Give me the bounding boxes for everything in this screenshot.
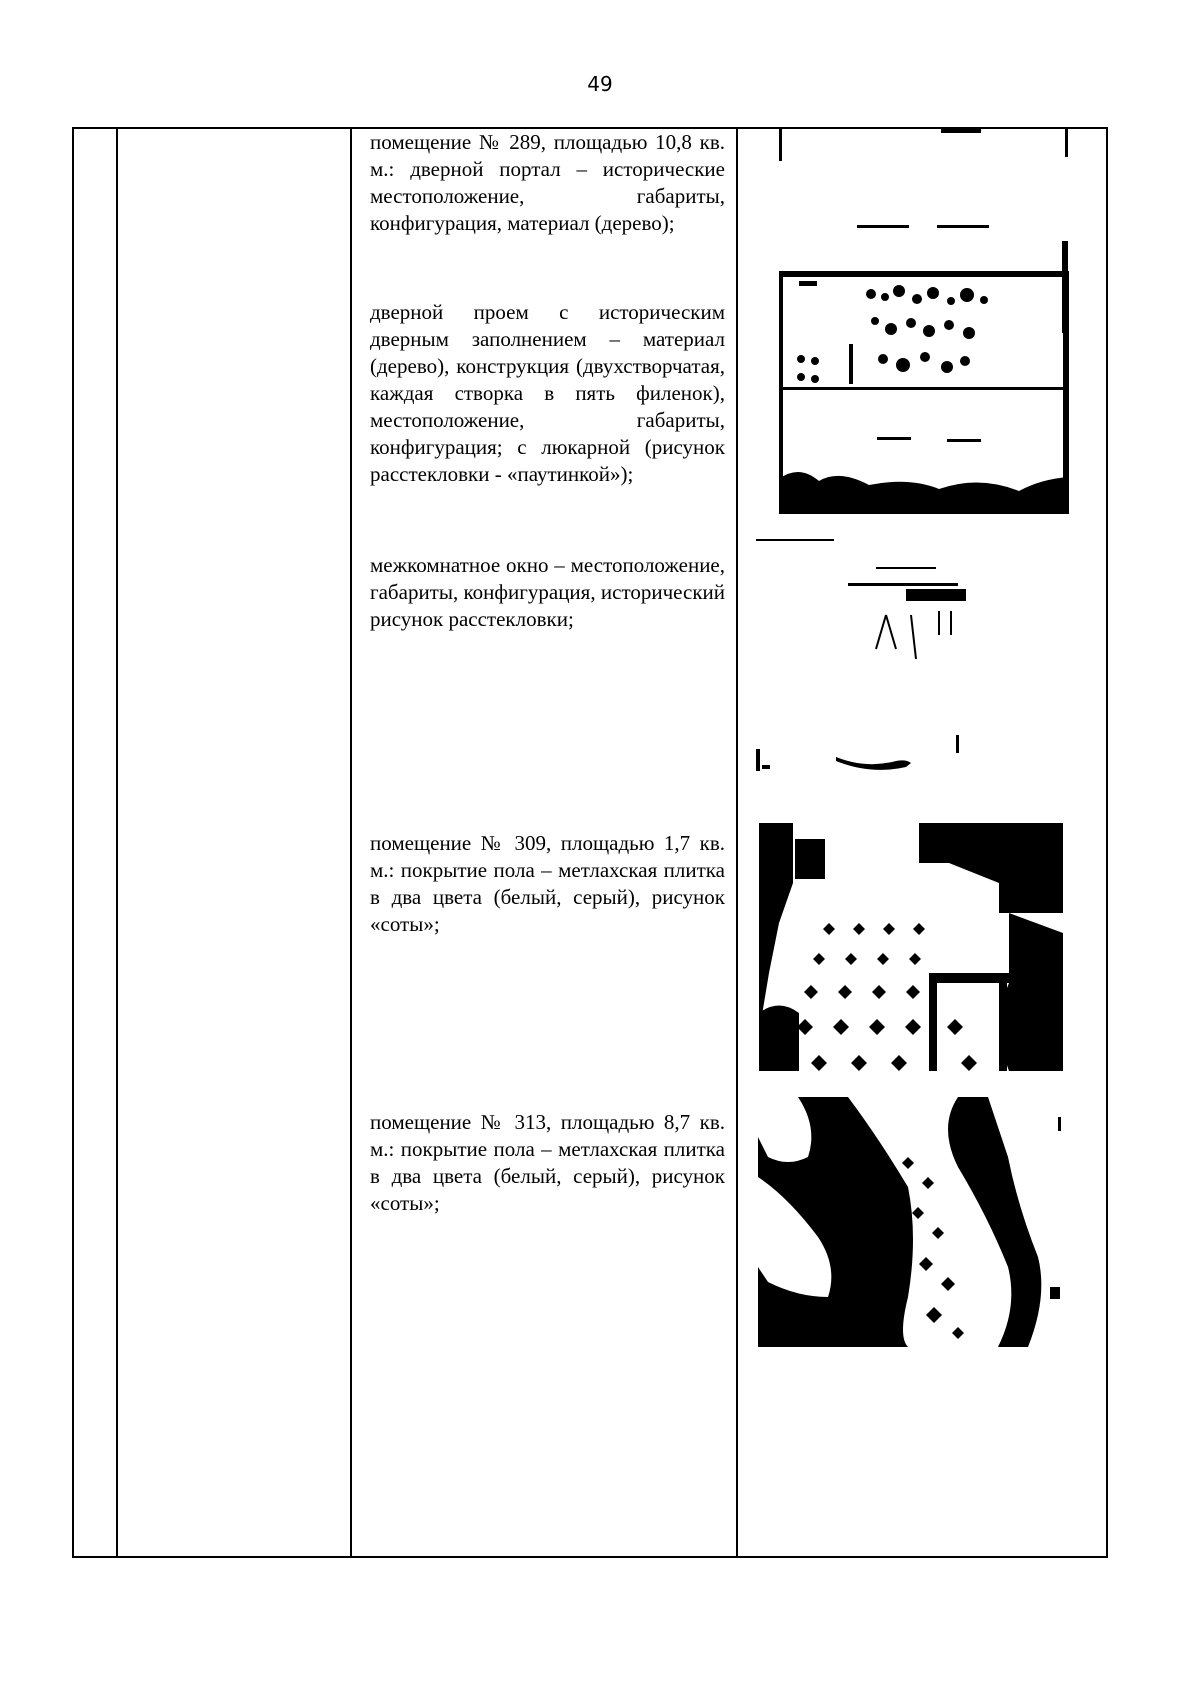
photo-door-portal	[779, 129, 1071, 514]
page-number: 49	[587, 72, 613, 96]
photo-interior-window	[756, 539, 1076, 779]
heritage-table	[72, 127, 1108, 1558]
entry-interior-window: межкомнатное окно – местоположение, габариты, конфигурация, исторический рисунок расстекловки;	[370, 553, 725, 631]
photo-room-309-floor	[759, 823, 1063, 1071]
column-divider	[116, 129, 118, 1556]
column-divider	[350, 129, 352, 1556]
protected-elements-cell	[360, 129, 736, 1556]
entry-room-289: помещение № 289, площадью 10,8 кв. м.: дверной портал – исторические местоположение, габариты, конфигурация, материал (дерево);	[370, 130, 725, 235]
photo-room-313-floor	[758, 1097, 1070, 1347]
photos-cell	[738, 129, 1108, 1556]
entry-door-opening: дверной проем с историческим дверным заполнением – материал (дерево), конструкция (двухстворчатая, каждая створка в пять филенок), местоположение, габариты, конфигурация; с люкарной (рисунок расстекловки - «паутинкой»);	[370, 300, 725, 486]
entry-room-309: помещение № 309, площадью 1,7 кв. м.: покрытие пола – метлахская плитка в два цвета (белый, серый), рисунок «соты»;	[370, 831, 725, 936]
entry-room-313: помещение № 313, площадью 8,7 кв. м.: покрытие пола – метлахская плитка в два цвета (белый, серый), рисунок «соты»;	[370, 1110, 725, 1215]
